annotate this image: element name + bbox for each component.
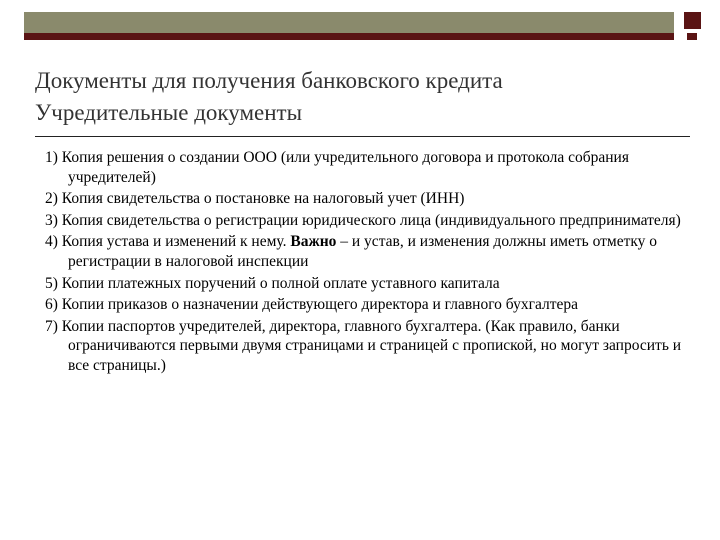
corner-square-large	[684, 12, 701, 29]
list-item	[45, 211, 685, 231]
corner-square-small	[687, 33, 697, 40]
slide-title-line-1: Документы для получения банковского кредита	[35, 68, 503, 93]
list-item	[45, 295, 685, 315]
list-item-text: 5) Копии платежных поручений о полной оплате уставного капитала	[45, 274, 500, 292]
list-item-text: 7) Копии паспортов учредителей, директора, главного бухгалтера. (Как правило, банки ограничиваются первыми двумя страницами и страницей с пропиской, но могут запросить и все страницы.)	[45, 317, 682, 374]
list-item	[45, 232, 685, 271]
list-item	[45, 317, 685, 376]
list-item	[45, 148, 685, 187]
list-item-text: 2) Копия свидетельства о постановке на налоговый учет (ИНН)	[45, 190, 465, 208]
list-item-text: 3) Копия свидетельства о регистрации юридического лица (индивидуального предпринимателя)	[45, 211, 681, 229]
important-label: Важно	[290, 233, 337, 251]
header-olive-bar	[24, 12, 674, 33]
header-red-bar	[24, 33, 674, 40]
list-item	[45, 274, 685, 294]
slide-title-line-2: Учредительные документы	[35, 100, 303, 125]
list-item-text: 1) Копия решения о создании ООО (или учредительного договора и протокола собрания учредителей)	[45, 149, 629, 186]
list-item-text-pre: 4) Копия устава и изменений к нему.	[45, 233, 291, 251]
slide-title	[35, 65, 685, 129]
list-item-text-post: – и устав, и изменения должны иметь отметку о регистрации в налоговой инспекции	[68, 233, 658, 270]
title-divider	[35, 136, 690, 137]
list-item-text: 6) Копии приказов о назначении действующего директора и главного бухгалтера	[45, 296, 578, 314]
list-item	[45, 189, 685, 209]
documents-list	[45, 148, 685, 378]
